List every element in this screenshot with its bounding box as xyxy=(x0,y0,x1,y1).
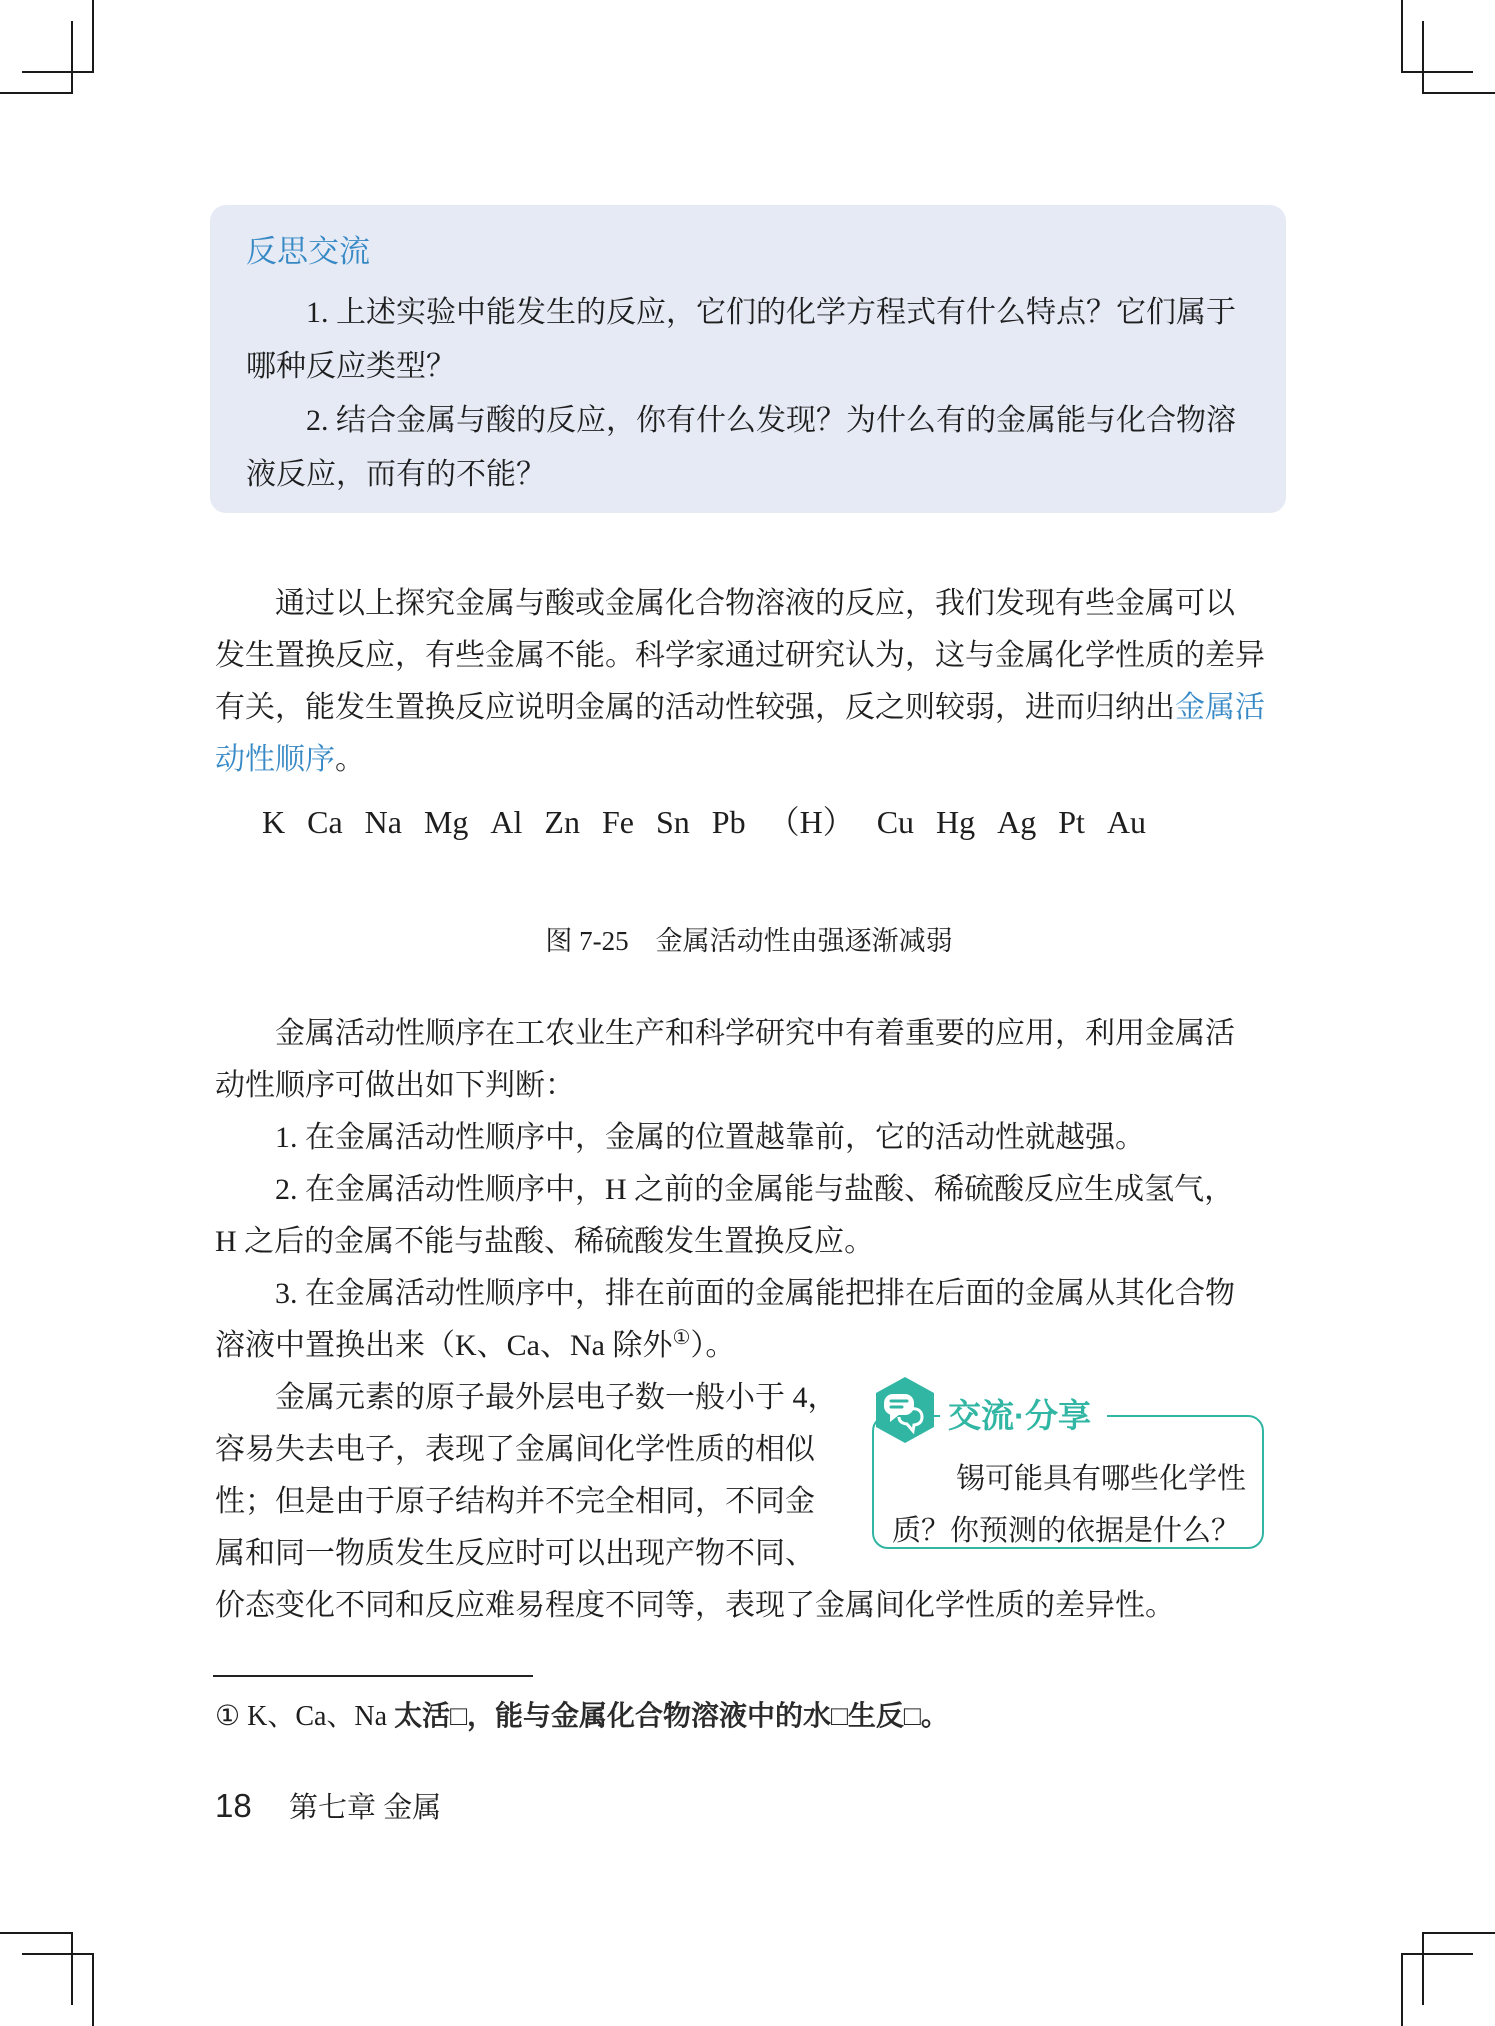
activity-order-term-part2: 动性顺序 xyxy=(215,743,335,776)
paragraph3-line-1: 金属元素的原子最外层电子数一般小于 4， xyxy=(275,1381,838,1414)
chat-bubbles-icon xyxy=(870,1375,940,1445)
exchange-share-box xyxy=(872,1397,1264,1549)
paragraph3-line-4: 属和同一物质发生反应时可以出现产物不同、 xyxy=(215,1537,815,1570)
paragraph1-line-2: 发生置换反应，有些金属不能。科学家通过研究认为，这与金属化学性质的差异 xyxy=(215,639,1265,672)
reflect-question-1-line-1: 1. 上述实验中能发生的反应，它们的化学方程式有什么特点？它们属于 xyxy=(306,296,1236,329)
page-footer xyxy=(215,1788,441,1826)
judgment-item-1: 1. 在金属活动性顺序中，金属的位置越靠前，它的活动性就越强。 xyxy=(275,1121,1145,1154)
reflect-question-2-line-1: 2. 结合金属与酸的反应，你有什么发现？为什么有的金属能与化合物溶 xyxy=(306,404,1236,437)
paragraph2-line-2: 动性顺序可做出如下判断： xyxy=(215,1069,575,1102)
series-element: Al xyxy=(490,804,523,840)
series-element: Pt xyxy=(1058,804,1085,840)
judgment-item-3-line-2-text: 溶液中置换出来（K、Ca、Na 除外 xyxy=(215,1329,673,1362)
chapter-title: 第七章 金属 xyxy=(288,1792,442,1824)
figure-caption: 图 7-25 金属活动性由强逐渐减弱 xyxy=(545,926,953,956)
reflect-question-2-line-2: 液反应，而有的不能？ xyxy=(246,458,546,491)
footnote-reference-mark: ① xyxy=(672,1327,691,1349)
paragraph1-line-4-period: 。 xyxy=(335,743,365,776)
judgment-item-2-line-1: 2. 在金属活动性顺序中，H 之前的金属能与盐酸、稀硫酸反应生成氢气， xyxy=(275,1173,1235,1206)
crop-mark-top-left-icon xyxy=(0,0,100,100)
share-box-line-1: 锡可能具有哪些化学性 xyxy=(956,1463,1247,1495)
body-paragraph-applications xyxy=(215,1008,1283,1112)
paragraph1-line-1: 通过以上探究金属与酸或金属化合物溶液的反应，我们发现有些金属可以 xyxy=(275,587,1235,620)
body-paragraph-electrons-narrow xyxy=(215,1372,915,1580)
series-element: Na xyxy=(364,804,402,840)
paragraph2-line-1: 金属活动性顺序在工农业生产和科学研究中有着重要的应用，利用金属活 xyxy=(275,1017,1235,1050)
judgment-item-2-line-2: H 之后的金属不能与盐酸、稀硫酸发生置换反应。 xyxy=(215,1225,875,1258)
series-element: Cu xyxy=(876,804,915,840)
body-paragraph-electrons-last-line xyxy=(215,1580,1283,1632)
footnote-divider xyxy=(213,1675,533,1677)
judgment-list xyxy=(215,1112,1283,1372)
reflect-box-title: 反思交流 xyxy=(246,234,370,269)
series-element: Au xyxy=(1106,804,1147,840)
reflect-question-1-line-2: 哪种反应类型？ xyxy=(246,350,456,383)
activity-order-term-part1: 金属活 xyxy=(1175,691,1265,724)
paragraph1-line-3 xyxy=(215,682,1283,734)
crop-mark-bottom-left-icon xyxy=(0,1926,100,2026)
series-element: （H） xyxy=(767,804,855,840)
footnote xyxy=(215,1697,1283,1736)
footnote-marker: ① xyxy=(215,1701,241,1732)
series-element: Zn xyxy=(544,804,580,840)
body-paragraph-activity-order xyxy=(215,578,1283,786)
judgment-item-3-line-2 xyxy=(215,1320,1283,1372)
paragraph1-line-3-text: 有关，能发生置换反应说明金属的活动性较强，反之则较弱，进而归纳出 xyxy=(215,691,1175,724)
series-element: Ag xyxy=(997,804,1037,840)
paragraph3-line-2: 容易失去电子，表现了金属间化学性质的相似 xyxy=(215,1433,815,1466)
paragraph1-line-4 xyxy=(215,734,1283,786)
crop-mark-top-right-icon xyxy=(1395,0,1495,100)
page-number: 18 xyxy=(215,1787,252,1824)
series-element: K xyxy=(262,804,286,840)
judgment-item-3-line-2-close: ）。 xyxy=(690,1329,736,1362)
series-element: Hg xyxy=(936,804,976,840)
crop-mark-bottom-right-icon xyxy=(1395,1926,1495,2026)
paragraph3-line-3: 性；但是由于原子结构并不完全相同，不同金 xyxy=(215,1485,815,1518)
reflect-exchange-box xyxy=(210,205,1286,513)
series-element: Pb xyxy=(711,804,746,840)
series-element: Sn xyxy=(655,804,690,840)
series-element: Fe xyxy=(601,804,634,840)
series-element: Mg xyxy=(423,804,469,840)
footnote-bold-text: 太活□，能与金属化合物溶液中的水□生反□。 xyxy=(394,1700,949,1731)
share-box-line-2: 质？你预测的依据是什么？ xyxy=(892,1515,1241,1547)
judgment-item-3-line-1: 3. 在金属活动性顺序中，排在前面的金属能把排在后面的金属从其化合物 xyxy=(275,1277,1235,1310)
footnote-normal-text: K、Ca、Na xyxy=(247,1701,395,1732)
share-box-title: 交流·分享 xyxy=(940,1395,1107,1437)
series-element: Ca xyxy=(307,804,343,840)
paragraph3-line-5: 价态变化不同和反应难易程度不同等，表现了金属间化学性质的差异性。 xyxy=(215,1589,1175,1622)
metal-activity-series xyxy=(262,800,1272,844)
